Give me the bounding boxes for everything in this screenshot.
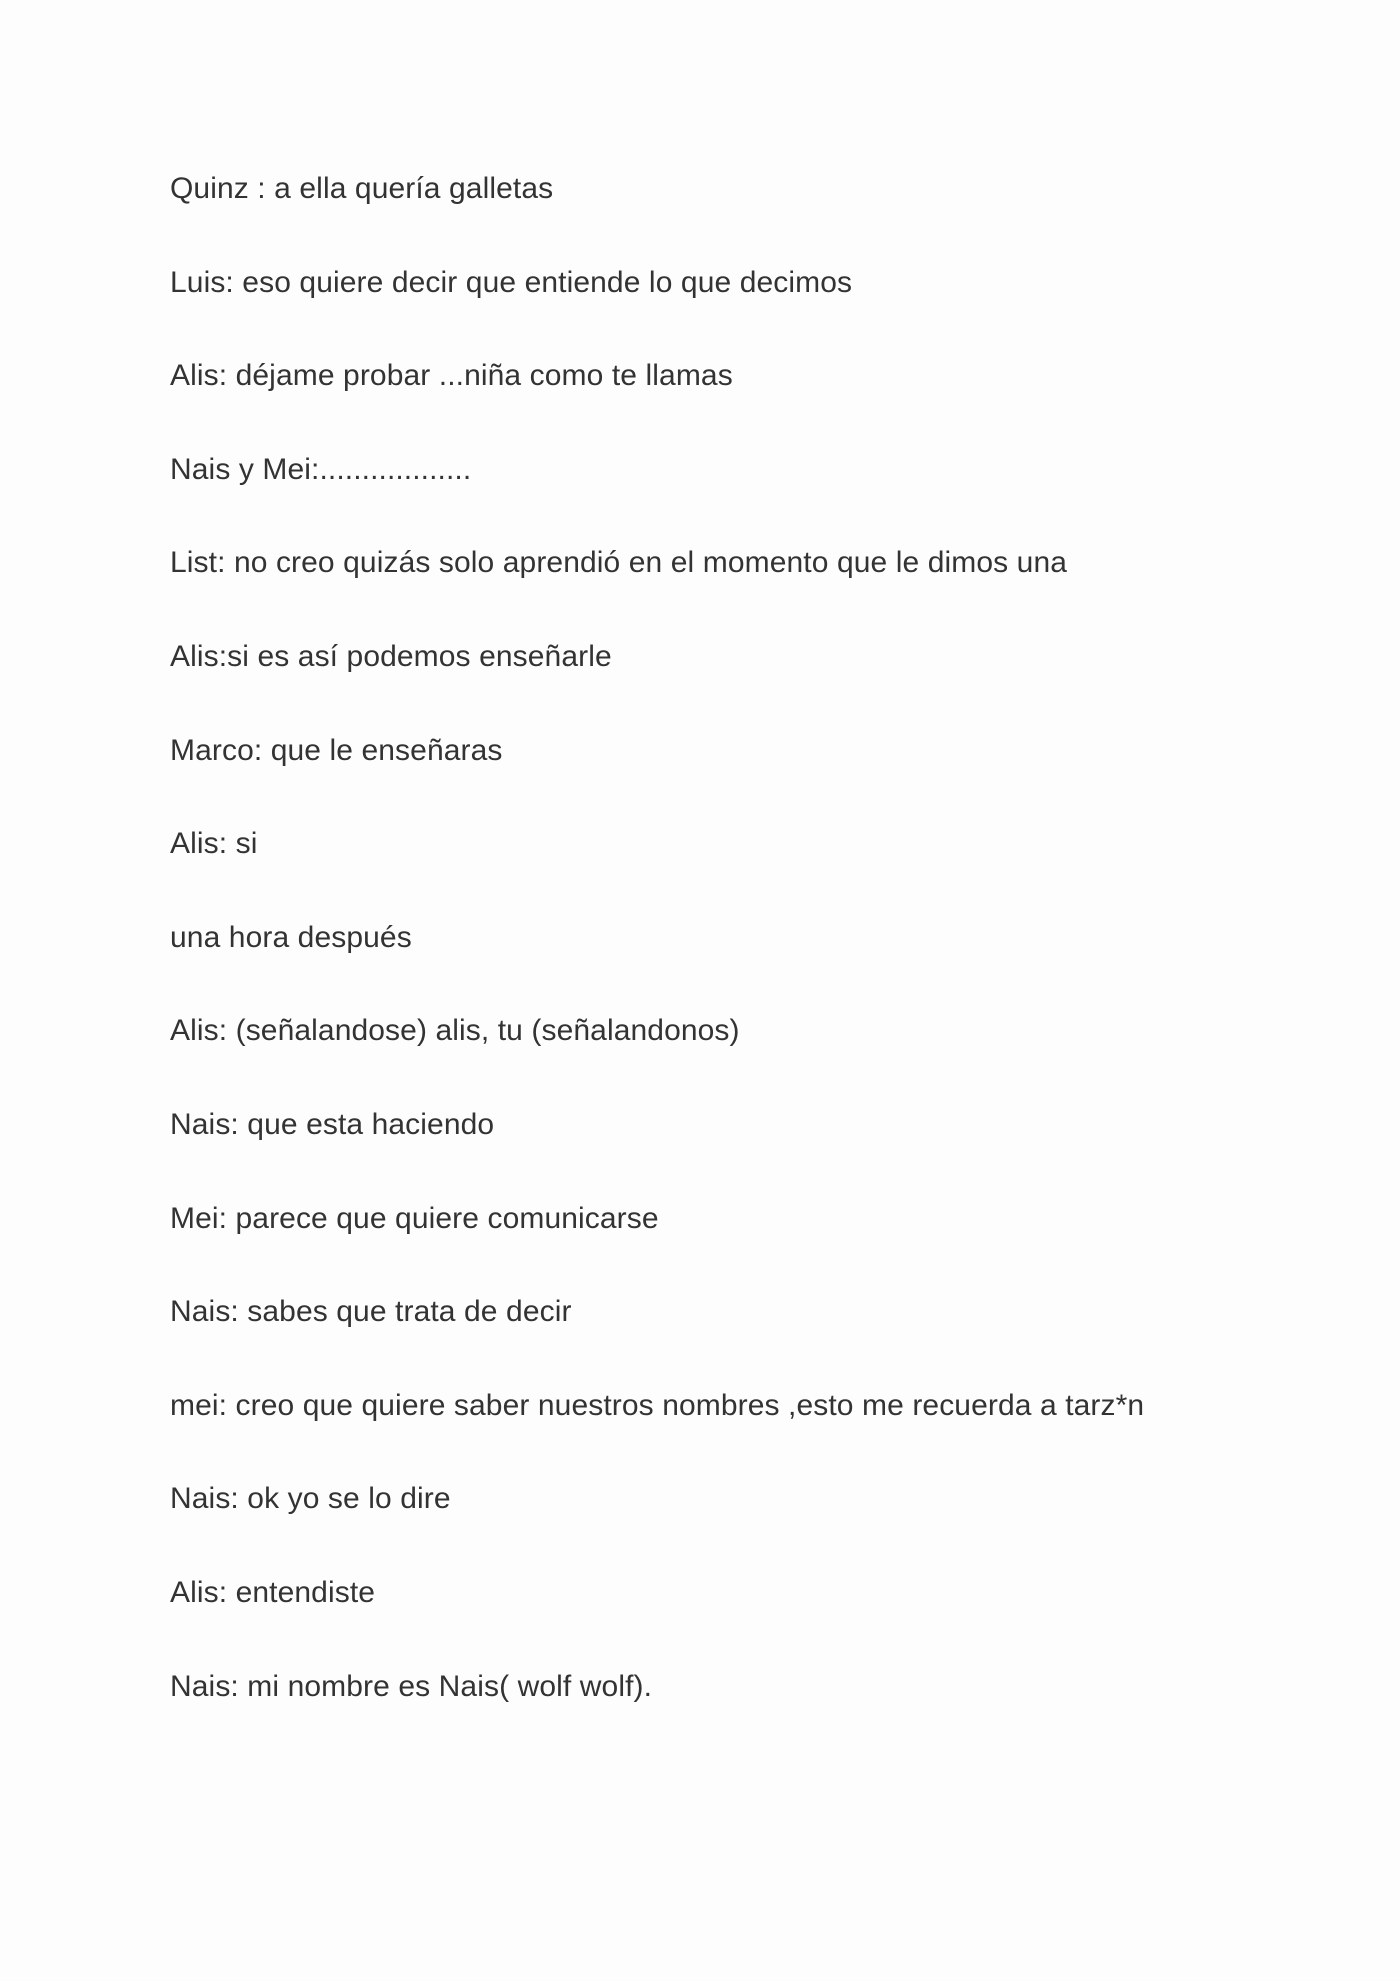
dialogue-line: List: no creo quizás solo aprendió en el momento que le dimos una [170,546,1068,580]
dialogue-line: Marco: que le enseñaras [170,733,503,767]
dialogue-line: Nais y Mei:.................. [170,452,472,486]
dialogue-line: Nais: ok yo se lo dire [170,1482,451,1516]
dialogue-line: Alis:si es así podemos enseñarle [170,639,612,673]
dialogue-line: Nais: que esta haciendo [170,1107,495,1141]
dialogue-line: Alis: (señalandose) alis, tu (señalandonos) [170,1014,740,1048]
dialogue-text-block [170,167,1320,1758]
dialogue-line: Quinz : a ella quería galletas [170,172,554,205]
dialogue-line: Nais: sabes que trata de decir [170,1295,572,1329]
dialogue-line: Nais: mi nombre es Nais( wolf wolf). [170,1669,653,1703]
dialogue-line: Alis: déjame probar ...niña como te llamas [170,359,733,393]
dialogue-line: Mei: parece que quiere comunicarse [170,1201,659,1235]
dialogue-line: Luis: eso quiere decir que entiende lo que decimos [170,265,853,299]
dialogue-line: Alis: si [170,827,258,861]
scene-transition-line: una hora después [170,920,412,954]
dialogue-line: mei: creo que quiere saber nuestros nombres ,esto me recuerda a tarz*n [170,1388,1145,1422]
dialogue-line: Alis: entendiste [170,1575,376,1609]
